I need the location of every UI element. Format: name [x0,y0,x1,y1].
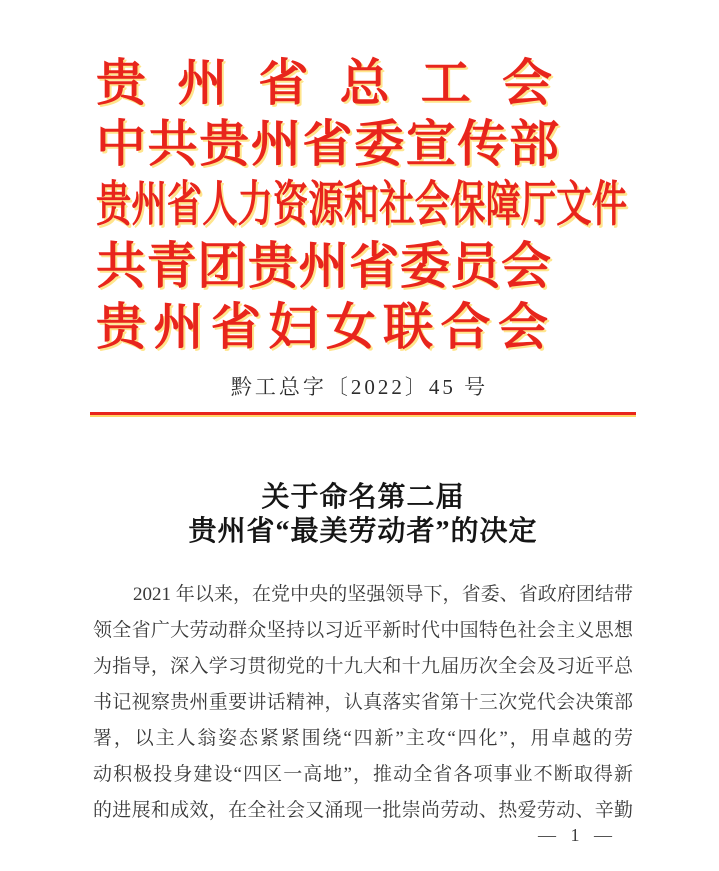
letterhead-org-youth-league: 共 青 团 贵 州 省 委 员 会 [96,237,551,294]
body-line-3: 为指导，深入学习贯彻党的十九大和十九届历次全会及习近平总 [93,656,633,677]
body-line-7: 的进展和成效，在全社会又涌现一批崇尚劳动、热爱劳动、辛勤 [93,800,633,821]
red-divider-line [90,412,636,415]
letterhead-org-publicity-department: 中 共 贵 州 省 委 宣 传 部 [96,115,559,172]
document-body [93,577,633,829]
body-line-1: 2021 年以来，在党中央的坚强领导下，省委、省政府团结带 [133,584,633,605]
letterhead-org-human-resources-document: 贵 州 省 人 力 资 源 和 社 会 保 障 厅 文 件 [96,177,627,232]
document-title-line-2: 贵州省“最美劳动者”的决定 [188,516,538,547]
body-line-4: 书记视察贵州重要讲话精神，认真落实省第十三次党代会决策部 [93,692,633,713]
letterhead-org-federation-of-trade-unions: 贵 州 省 总 工 会 [96,54,552,111]
document-number: 黔工总字〔2022〕45 号 [230,375,489,399]
letterhead [96,52,627,357]
body-line-5: 署，以主人翁姿态紧紧围绕“四新”主攻“四化”，用卓越的劳 [93,728,633,749]
body-line-2: 领全省广大劳动群众坚持以习近平新时代中国特色社会主义思想 [93,620,633,641]
page-number: — 1 — [538,825,617,845]
document-title-line-1: 关于命名第二届 [261,482,465,513]
document-title [90,481,636,549]
body-line-6: 动积极投身建设“四区一高地”，推动全省各项事业不断取得新 [93,764,633,785]
letterhead-org-womens-federation: 贵 州 省 妇 女 联 合 会 [96,298,548,355]
